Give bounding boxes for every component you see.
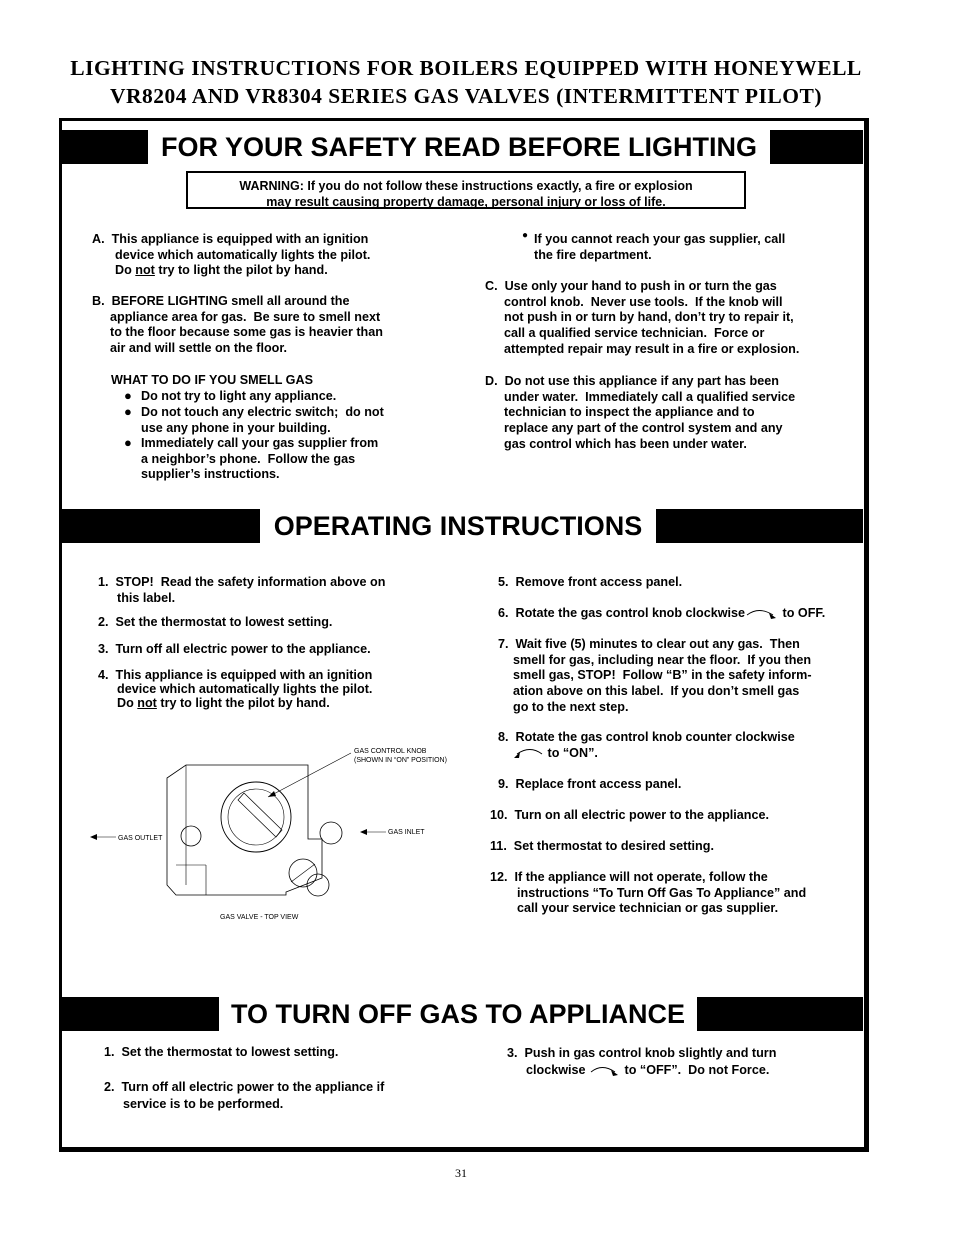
page-title [0, 54, 932, 110]
safety-d-line: gas control which has been under water. [504, 436, 747, 451]
operating-step-4-line: 4. This appliance is equipped with an ignition [98, 668, 373, 682]
operating-step-4-emphasis: not [137, 696, 157, 710]
safety-a-line: try to light the pilot by hand. [154, 263, 328, 278]
smell-bullet-1: Do not try to light any appliance. [141, 389, 337, 403]
operating-step-4-line: device which automatically lights the pilot. [117, 682, 373, 696]
title-line-2: VR8204 AND VR8304 SERIES GAS VALVES (INTERMITTENT PILOT) [109, 84, 822, 108]
operating-step-6 [498, 606, 825, 622]
operating-step-7-line: go to the next step. [513, 699, 629, 714]
safety-b-line: air and will settle on the floor. [110, 341, 288, 356]
safety-b-line: to the floor because some gas is heavier than [110, 325, 383, 340]
safety-c-line: C. Use only your hand to push in or turn the gas [485, 279, 777, 293]
bullet-icon: ● [124, 435, 132, 450]
safety-item-b [92, 294, 383, 357]
smell-bullet-3-line: Immediately call your gas supplier from [141, 436, 379, 450]
diagram-caption: GAS VALVE - TOP VIEW [220, 914, 299, 921]
safety-d-line: under water. Immediately call a qualified service [504, 389, 796, 404]
operating-step-4-line: Do [117, 696, 138, 710]
bullet-icon: ● [124, 388, 132, 403]
safety-d-line: technician to inspect the appliance and to [504, 405, 755, 420]
operating-step-4-line: try to light the pilot by hand. [156, 696, 330, 710]
operating-step-1-line: this label. [117, 590, 176, 605]
operating-step-7-line: 7. Wait five (5) minutes to clear out any gas. Then [498, 637, 800, 651]
bullet-icon: ● [124, 404, 132, 419]
operating-step-1 [98, 575, 385, 606]
operating-step-10: 10. Turn on all electric power to the appliance. [490, 808, 769, 822]
safety-b-line: B. BEFORE LIGHTING smell all around the [92, 294, 350, 308]
gas-valve-diagram [86, 745, 466, 930]
safety-c-line: not push in or turn by hand, don’t try to repair it, [504, 310, 794, 325]
page-number: 31 [455, 1166, 467, 1180]
knob-label-line-1: GAS CONTROL KNOB [354, 748, 427, 755]
operating-step-6-text: 6. Rotate the gas control knob clockwise [498, 606, 746, 620]
turnoff-step-3-line: 3. Push in gas control knob slightly and turn [507, 1046, 777, 1060]
operating-step-12-line: 12. If the appliance will not operate, follow the [490, 870, 768, 884]
operating-step-2: 2. Set the thermostat to lowest setting. [98, 615, 333, 629]
safety-d-line: replace any part of the control system and any [504, 421, 783, 436]
counter-clockwise-arrow-icon [512, 746, 544, 760]
outlet-port-icon [181, 826, 201, 846]
operating-step-7-line: smell gas, STOP! Follow “B” in the safety inform- [513, 668, 812, 683]
smell-bullet-2-line: use any phone in your building. [141, 420, 331, 435]
turnoff-step-2 [104, 1079, 384, 1113]
safety-b-line: appliance area for gas. Be sure to smell next [110, 309, 381, 324]
operating-step-7-line: smell for gas, including near the floor. If you then [513, 652, 812, 667]
inlet-port-icon [320, 822, 342, 844]
warning-line-2: may result causing property damage, personal injury or loss of life. [266, 195, 666, 209]
turnoff-step-3 [507, 1045, 776, 1079]
operating-step-6-text: to OFF. [782, 606, 826, 620]
operating-step-12-line: instructions “To Turn Off Gas To Appliance” and [517, 885, 807, 900]
operating-step-8-line: to “ON”. [547, 745, 598, 760]
safety-item-d [485, 374, 795, 453]
operating-step-5: 5. Remove front access panel. [498, 575, 683, 589]
operating-step-12-line: call your service technician or gas supplier. [517, 901, 779, 916]
safety-d-line: D. Do not use this appliance if any part has been [485, 374, 779, 388]
smell-bullet-4-line: If you cannot reach your gas supplier, call [534, 232, 786, 246]
safety-c-line: attempted repair may result in a fire or explosion. [504, 341, 800, 356]
turnoff-step-2-line: service is to be performed. [123, 1097, 284, 1111]
smell-bullet-3-line: supplier’s instructions. [141, 467, 280, 482]
operating-step-3: 3. Turn off all electric power to the appliance. [98, 642, 371, 656]
gas-control-knob-icon [221, 782, 291, 852]
operating-step-8-line: 8. Rotate the gas control knob counter clockwise [498, 730, 795, 744]
operating-step-4 [98, 668, 372, 710]
warning-line-1: WARNING: If you do not follow these instructions exactly, a fire or explosion [239, 179, 693, 193]
operating-step-1-line: 1. STOP! Read the safety information above on [98, 575, 386, 589]
operating-step-7 [498, 637, 812, 716]
operating-heading: OPERATING INSTRUCTIONS [260, 505, 656, 547]
operating-step-11: 11. Set thermostat to desired setting. [490, 839, 714, 853]
smell-bullet-2 [141, 405, 384, 436]
smell-bullet-2-line: Do not touch any electric switch; do not [141, 405, 384, 419]
clockwise-arrow-icon [589, 1064, 621, 1078]
smell-bullet-4-line: the fire department. [534, 247, 652, 262]
smell-gas-heading: WHAT TO DO IF YOU SMELL GAS [111, 373, 313, 387]
safety-heading: FOR YOUR SAFETY READ BEFORE LIGHTING [148, 126, 770, 168]
smell-bullet-3-line: a neighbor’s phone. Follow the gas [141, 451, 356, 466]
operating-step-12 [490, 870, 806, 917]
operating-step-7-line: ation above on this label. If you don’t smell gas [513, 684, 800, 699]
safety-a-line: device which automatically lights the pilot. [115, 247, 371, 262]
safety-c-line: control knob. Never use tools. If the knob will [504, 294, 783, 309]
turnoff-step-3-line: clockwise [526, 1063, 586, 1077]
warning-box [186, 171, 746, 209]
operating-step-8 [498, 730, 795, 761]
gas-outlet-label: GAS OUTLET [118, 835, 163, 842]
title-line-1: LIGHTING INSTRUCTIONS FOR BOILERS EQUIPPED WITH HONEYWELL [70, 56, 862, 80]
bullet-icon: ● [522, 230, 529, 241]
turnoff-step-2-line: 2. Turn off all electric power to the appliance if [104, 1080, 385, 1094]
turnoff-step-1: 1. Set the thermostat to lowest setting. [104, 1045, 339, 1059]
safety-item-a [92, 232, 370, 279]
safety-a-emphasis: not [135, 263, 155, 278]
gas-inlet-label: GAS INLET [388, 829, 425, 836]
safety-a-line: A. This appliance is equipped with an ignition [92, 232, 369, 246]
clockwise-arrow-icon [745, 607, 779, 621]
safety-a-line: Do [115, 263, 136, 278]
safety-item-c [485, 279, 799, 358]
smell-bullet-3 [141, 436, 378, 483]
turnoff-heading: TO TURN OFF GAS TO APPLIANCE [219, 993, 697, 1035]
operating-step-9: 9. Replace front access panel. [498, 777, 682, 791]
knob-label-line-2: (SHOWN IN “ON” POSITION) [354, 757, 447, 764]
smell-bullet-4 [534, 232, 785, 263]
safety-c-line: call a qualified service technician. Force or [504, 326, 765, 341]
turnoff-step-3-line: to “OFF”. Do not Force. [624, 1063, 770, 1077]
